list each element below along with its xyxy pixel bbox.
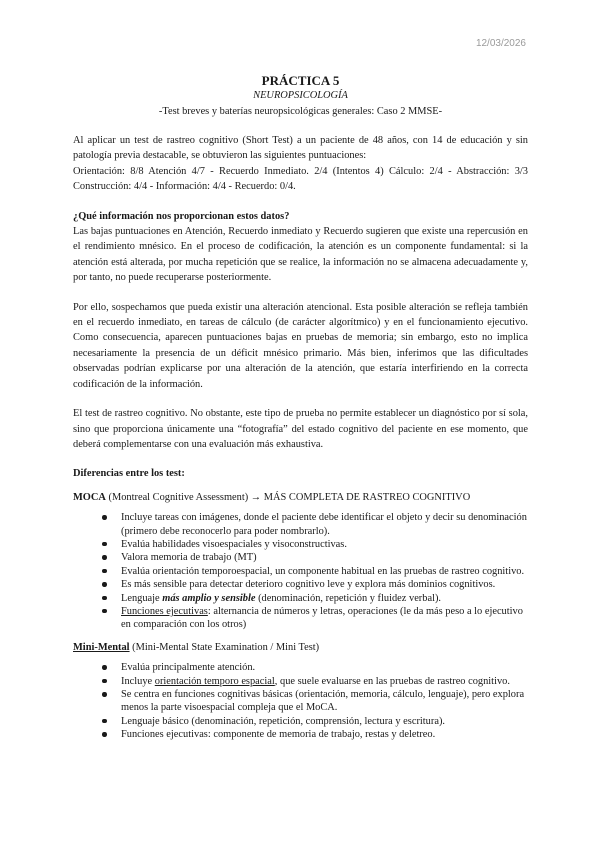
answer-paragraph-2: Por ello, sospechamos que pueda existir una alteración atencional. Esta posible alteración se refleja también en el recuerdo inmediato, en tareas de cálculo (de carácter algorítmico) y en el funcionamiento ejecutivo. Como consecuencia, aparecen puntuaciones bajas en pruebas de memoria; sin embargo, esto no implica necesariamente la presencia de un déficit mnésico primario. Más bien, inferimos que las dificultades observadas podrían explicarse por una alteración de la atención, que estaría interfiriendo en la correcta codificación de la información. [73, 301, 528, 390]
list-item: Se centra en funciones cognitivas básicas (orientación, memoria, cálculo, lenguaje), pero explora menos la parte visoespacial compleja que el MoCA. [121, 688, 528, 715]
date-stamp: 12/03/2026 [475, 38, 526, 49]
list-item: Valora memoria de trabajo (MT) [121, 551, 528, 564]
answer-paragraph-3: El test de rastreo cognitivo. No obstante, este tipo de prueba no permite establecer un diagnóstico por sí sola, sino que proporciona únicamente una “fotografía” del estado cognitivo del paciente en ese momento, que deberá complementarse con una evaluación más exhaustiva. [73, 408, 528, 450]
list-item: Evalúa principalmente atención. [121, 661, 528, 674]
list-item: Funciones ejecutivas: alternancia de números y letras, operaciones (le da más peso a lo ejecutivo en comparación con los otros) [121, 605, 528, 632]
list-item: Evalúa habilidades visoespaciales y visoconstructivas. [121, 538, 528, 551]
moca-list [73, 511, 528, 632]
list-item: Incluye orientación temporo espacial, que suele evaluarse en las pruebas de rastreo cognitivo. [121, 675, 528, 688]
answer-paragraph-1: Las bajas puntuaciones en Atención, Recuerdo inmediato y Recuerdo sugieren que existe una repercusión en el rendimiento mnésico. En el proceso de codificación, la atención es un componente fundamental: si la atención está alterada, por mucha repetición que se realice, la información no se almacena adecuadamente y, por tanto, no puede recuperarse posteriormente. [73, 226, 528, 284]
executive-functions-label: Funciones ejecutivas [121, 605, 208, 617]
list-item: Lenguaje básico (denominación, repetición, comprensión, lectura y escritura). [121, 715, 528, 728]
list-item: Lenguaje más amplio y sensible (denominación, repetición y fluidez verbal). [121, 592, 528, 605]
differences-heading: Diferencias entre los test: [73, 468, 185, 480]
intro-paragraph: Al aplicar un test de rastreo cognitivo (Short Test) a un paciente de 48 años, con 14 de educación y sin patología previa destacable, se obtuvieron las siguientes puntuaciones: [73, 135, 528, 162]
scores-paragraph: Orientación: 8/8 Atención 4/7 - Recuerdo Inmediato. 2/4 (Intentos 4) Cálculo: 2/4 - Abstracción: 3/3 Construcción: 4/4 - Información: 4/4 - Recuerdo: 0/4. [73, 165, 528, 193]
document-title: PRÁCTICA 5 [261, 73, 340, 88]
language-emphasis: más amplio y sensible [162, 592, 256, 604]
moca-full-name: (Montreal Cognitive Assessment) → MÁS COMPLETA DE RASTREO COGNITIVO [108, 491, 471, 503]
mmse-full-name: (Mini-Mental State Examination / Mini Test) [129, 641, 320, 653]
document-page [73, 73, 528, 742]
list-item: Evalúa orientación temporoespacial, un componente habitual en las pruebas de rastreo cognitivo. [121, 565, 528, 578]
mmse-name: Mini-Mental [73, 641, 130, 653]
list-item: Es más sensible para detectar deterioro cognitivo leve y explora más dominios cognitivos. [121, 578, 528, 591]
list-item: Funciones ejecutivas: componente de memoria de trabajo, restas y deletreo. [121, 728, 528, 741]
moca-heading [73, 490, 528, 505]
moca-name: MOCA [73, 491, 106, 503]
document-subtitle: NEUROPSICOLOGÍA [253, 90, 348, 101]
question-heading: ¿Qué información nos proporcionan estos datos? [73, 210, 290, 222]
mmse-list [73, 661, 528, 741]
orientation-label: orientación temporo espacial [154, 675, 275, 687]
list-item: Incluye tareas con imágenes, donde el paciente debe identificar el objeto y decir su denominación (primero debe reconocerlo para poder nombrarlo). [121, 512, 527, 537]
mmse-heading [73, 640, 528, 655]
case-subtitle: -Test breves y baterías neuropsicológicas generales: Caso 2 MMSE- [158, 106, 443, 117]
